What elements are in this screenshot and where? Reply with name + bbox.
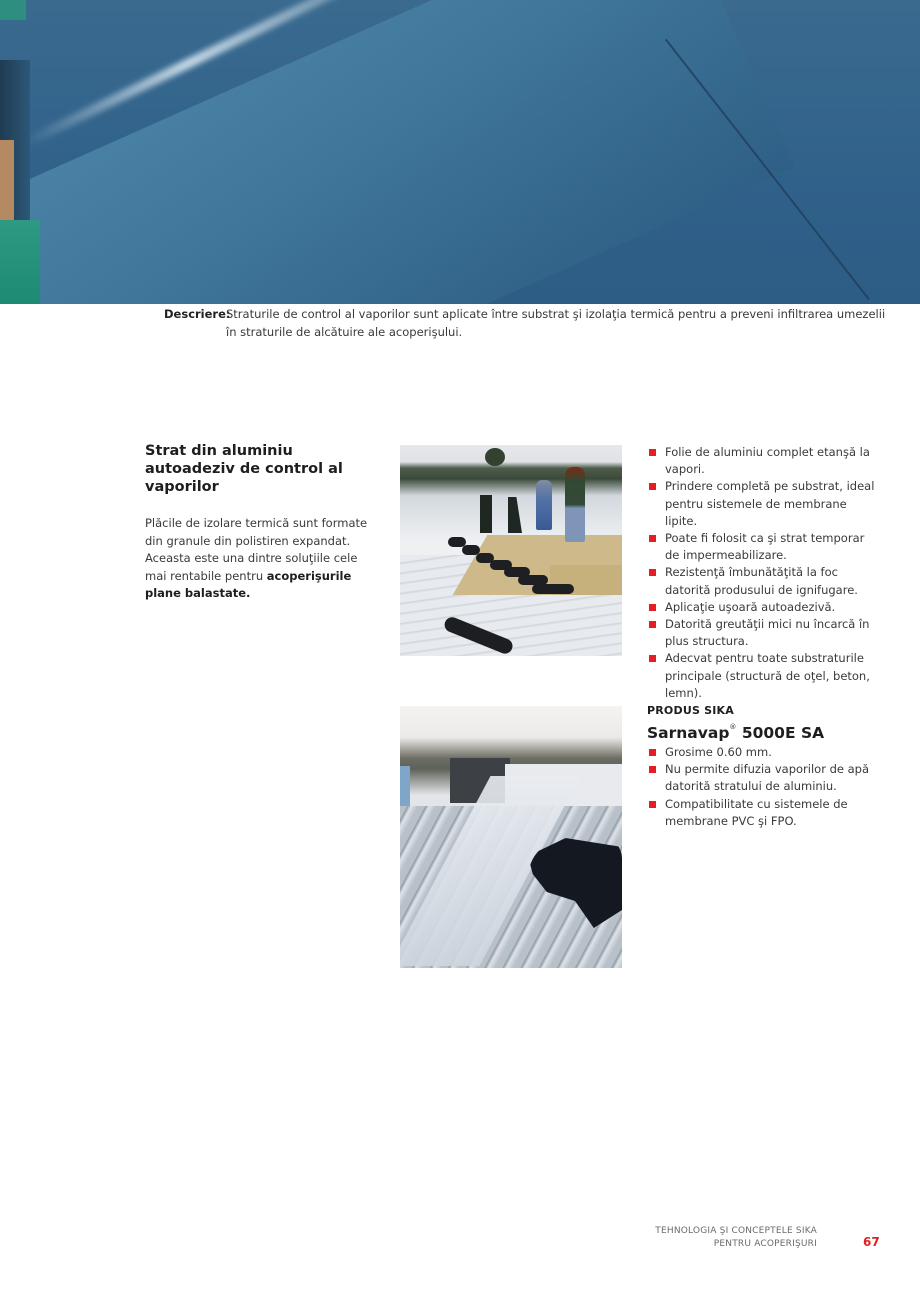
feature-list <box>647 444 882 702</box>
photo-roof-installation <box>400 445 622 656</box>
description-text: Straturile de control al vaporilor sunt aplicate între substrat şi izolaţia termică pentru a preveni infiltrarea umezelii în straturile de alcătuire ale acoperişului. <box>226 307 886 339</box>
feature-item: Adecvat pentru toate substraturile principale (structură de oţel, beton, lemn). <box>647 650 882 702</box>
footer-line-1: TEHNOLOGIA ŞI CONCEPTELE SIKA <box>655 1226 817 1236</box>
photo1-roll <box>532 584 574 594</box>
hero-green-floor <box>0 220 40 304</box>
feature-item: Rezistenţă îmbunătăţită la foc datorită produsului de ignifugare. <box>647 564 882 598</box>
feature-item: Aplicaţie uşoară autoadezivă. <box>647 599 882 616</box>
photo1-roll-upright <box>480 495 492 533</box>
section-body-bold: acoperişurile plane balastate. <box>145 568 352 600</box>
red-square-bullet-icon <box>649 604 656 611</box>
red-square-bullet-icon <box>649 801 656 808</box>
red-square-bullet-icon <box>649 535 656 542</box>
footer-line-2: PENTRU ACOPERIŞURI <box>713 1239 817 1249</box>
hero-image-membrane-roll <box>0 0 920 304</box>
page-footer <box>655 1225 817 1251</box>
page-number: 67 <box>863 1235 880 1249</box>
product-name: Sarnavap® 5000E SA <box>647 723 825 742</box>
red-square-bullet-icon <box>649 655 656 662</box>
section-intro <box>145 442 375 603</box>
feature-item: Folie de aluminiu complet etanşă la vapori. <box>647 444 882 478</box>
red-square-bullet-icon <box>649 621 656 628</box>
photo2-blue-post <box>400 766 410 811</box>
hero-green-corner <box>0 0 26 20</box>
feature-item: Datorită greutăţii mici nu încarcă în plus structura. <box>647 616 882 650</box>
photo1-worker-2 <box>565 467 585 542</box>
registered-mark: ® <box>729 723 737 731</box>
feature-item: Prindere completă pe substrat, ideal pentru sistemele de membrane lipite. <box>647 478 882 530</box>
spec-item: Compatibilitate cu sistemele de membrane PVC şi FPO. <box>647 796 882 830</box>
red-square-bullet-icon <box>649 569 656 576</box>
red-square-bullet-icon <box>649 449 656 456</box>
photo-foil-application <box>400 706 622 968</box>
product-kicker: PRODUS SIKA <box>647 704 734 717</box>
description-label: Descriere: <box>164 307 231 321</box>
section-body <box>145 515 375 603</box>
product-block <box>647 704 882 830</box>
red-square-bullet-icon <box>649 749 656 756</box>
feature-item: Poate fi folosit ca şi strat temporar de impermeabilizare. <box>647 530 882 564</box>
red-square-bullet-icon <box>649 483 656 490</box>
section-body-text: Plăcile de izolare termică sunt formate din granule din polistiren expandat. Aceasta este una dintre soluţiile cele mai rentabile pentru <box>145 516 368 583</box>
section-title: Strat din aluminiu autoadeziv de control al vaporilor <box>145 443 343 495</box>
spec-item: Grosime 0.60 mm. <box>647 744 882 761</box>
photo1-roll-upright-2 <box>508 497 522 533</box>
hero-roll-core <box>0 140 14 220</box>
photo1-tree <box>485 448 505 466</box>
red-square-bullet-icon <box>649 766 656 773</box>
spec-item: Nu permite difuzia vaporilor de apă datorită stratului de aluminiu. <box>647 761 882 795</box>
photo1-worker <box>536 480 552 530</box>
